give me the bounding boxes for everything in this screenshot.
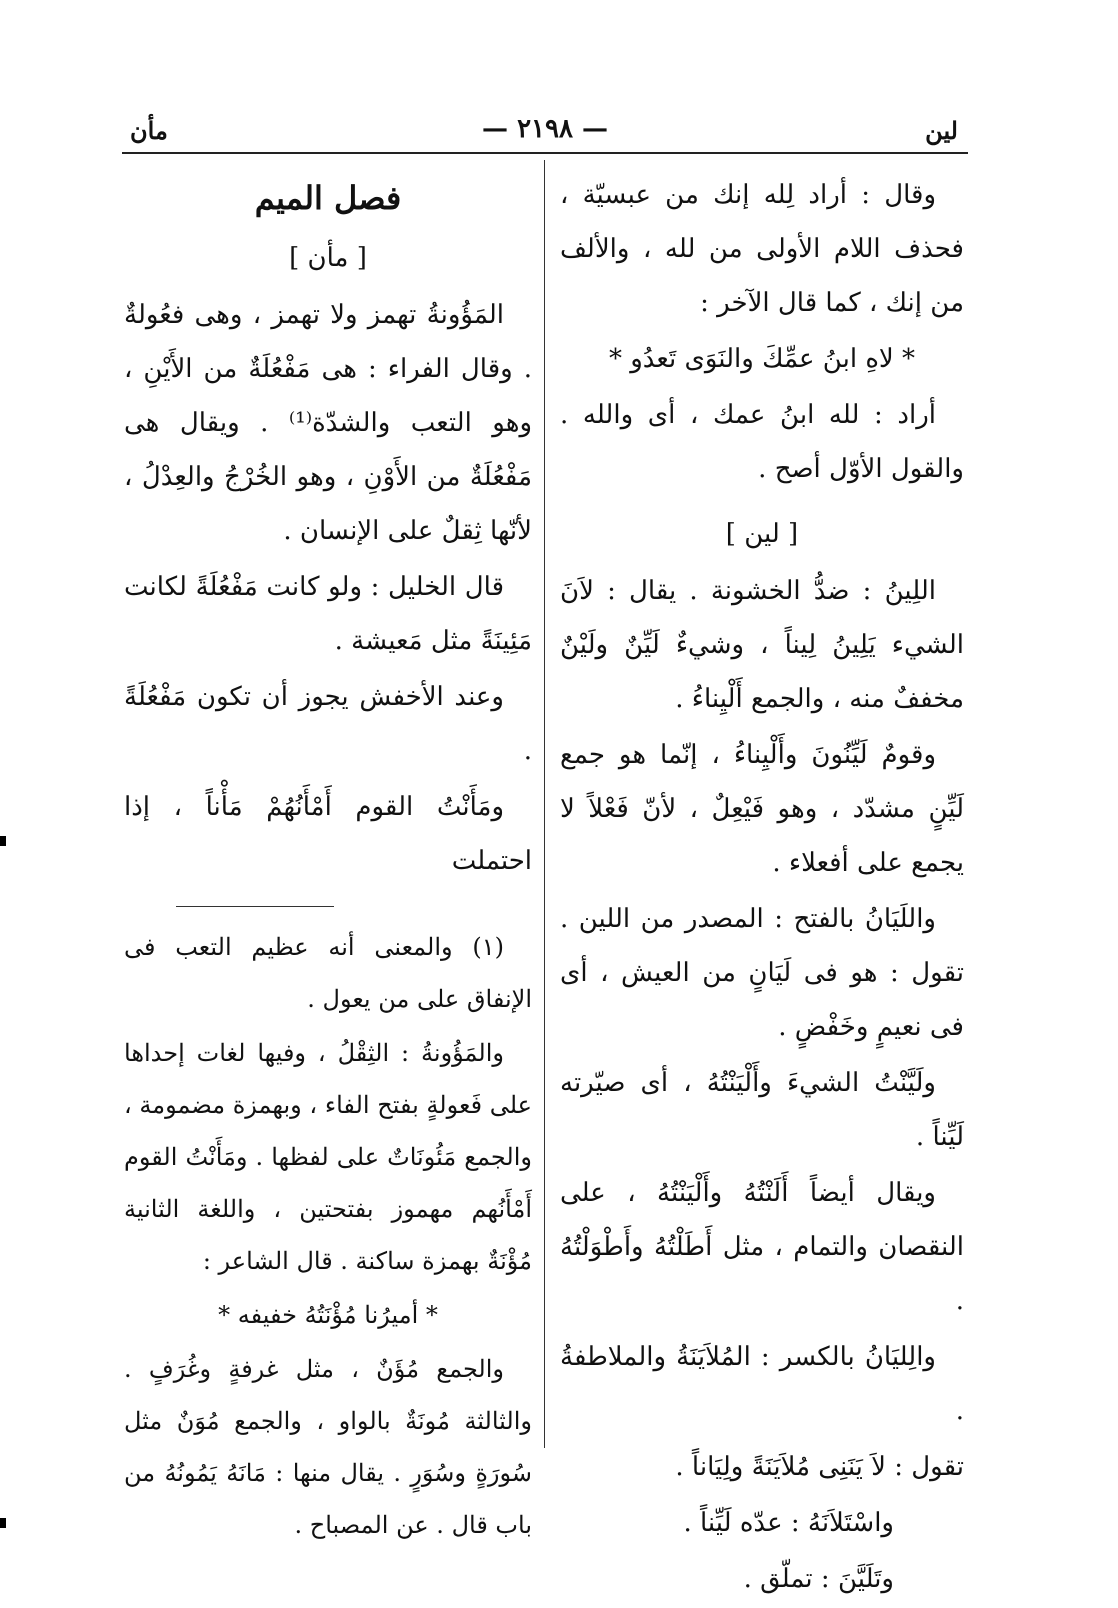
header-right-keyword: لين: [925, 116, 958, 145]
header-rule: [122, 152, 968, 154]
footnote-paragraph: والجمع مُؤَنٌ ، مثل غرفةٍ وغُرَفٍ . والثالثة مُونَةٌ بالواو ، والجمع مُوَنٌ مثل سُورَةٍ وسُوَرٍ . يقال منها : مَانَهُ يَمُونُهُ من باب قال . عن المصباح .: [124, 1355, 532, 1539]
column-divider: [544, 160, 545, 1448]
paragraph: وعند الأخفش يجوز أن تكون مَفْعُلَةً .: [124, 682, 532, 766]
section-title: فصل الميم: [254, 179, 402, 217]
margin-mark: [0, 1518, 6, 1528]
footnote-rule: [176, 906, 334, 907]
entry-heading-lin: [ لين ]: [725, 519, 799, 549]
paragraph: واسْتَلاَنَهُ : عدّه لَيِّناً .: [683, 1508, 894, 1538]
paragraph: ومَأَنْتُ القوم أَمْأَنُهُمْ مَأْناً ، إذا احتملت: [124, 792, 532, 876]
paragraph: واللَيَانُ بالفتح : المصدر من اللين . تقول : هو فى لَيَانٍ من العيش ، أى فى نعيمٍ وخَفْضٍ .: [560, 904, 964, 1042]
verse-line: * لاهِ ابنُ عمِّكَ والنَوَى تَعدُو *: [608, 344, 916, 374]
paragraph: تقول : لاَ يَنَنِى مُلاَيَنَةً ولِيَاناً .: [675, 1452, 964, 1482]
paragraph: قال الخليل : ولو كانت مَفْعُلَةً لكانت مَئِينَةً مثل مَعيشة .: [124, 572, 532, 656]
footnotes: [124, 921, 532, 1551]
paragraph: وتَلَيَّنَ : تملّق .: [743, 1564, 894, 1594]
paragraph: اللِينُ : ضدُّ الخشونة . يقال : لاَنَ الشيء يَلِينُ لِيناً ، وشيءٌ لَيِّنٌ ولَيْنٌ مخففٌ منه ، والجمع أَلْيِناءُ .: [560, 576, 964, 714]
footnote-rule-wrap: [124, 890, 532, 921]
margin-mark: [0, 836, 6, 846]
paragraph: ويقال أيضاً أَلَنْتُهُ وأَلْيَنْتُهُ ، على النقصان والتمام ، مثل أَطَلْتُهُ وأَطْوَلْتُهُ .: [560, 1178, 964, 1316]
left-column: [124, 168, 532, 1553]
paragraph: وقال : أراد لِله إنك من عبسيّة ، فحذف اللام الأولى من لله ، والألف من إنك ، كما قال الآخر :: [560, 180, 964, 318]
paragraph: أراد : لله ابنُ عمك ، أى والله . والقول الأوّل أصح .: [560, 400, 964, 484]
paragraph: المَؤُونةُ تهمز ولا تهمز ، وهى فعُولةٌ . وقال الفراء : هى مَفْعُلَةٌ من الأَيْنِ ، وهو التعب والشدّة⁽¹⁾ . ويقال هى مَفْعُلَةٌ من الأَوْنِ ، وهو الخُرْجُ والعِدْلُ ، لأنّها ثِقلٌ على الإنسان .: [124, 300, 532, 546]
footnote: (١) والمعنى أنه عظيم التعب فى الإنفاق على من يعول .: [124, 933, 532, 1013]
footnote-paragraph: والمَؤُونةُ : الثِقْلُ ، وفيها لغات إحداها على فَعولةٍ بفتح الفاء ، وبهمزة مضمومة ، والجمع مَئُونَاتٌ على لفظها . ومَأَنْتُ القوم أَمْأَنُهم مهموز بفتحتين ، واللغة الثانية مُؤْنَةٌ بهمزة ساكنة . قال الشاعر :: [124, 1039, 532, 1275]
verse-line: * أميرُنا مُؤْنَتُهُ خفيفه *: [218, 1301, 438, 1329]
right-column: [560, 168, 964, 1608]
header-left-keyword: مأن: [130, 116, 168, 145]
page-header: [122, 110, 968, 150]
entry-heading-maan: [ مأن ]: [289, 243, 367, 273]
paragraph: وقومٌ لَيِّنُونَ وأَلْيِناءُ ، إنّما هو جمع لَيِّنٍ مشدّد ، وهو فَيْعِلٌ ، لأنّ فَعْلاً لا يجمع على أفعلاء .: [560, 740, 964, 878]
paragraph: ولَيَّنْتُ الشيءَ وأَلْيَنْتُهُ ، أى صيّرته لَيِّناً .: [560, 1068, 964, 1152]
page-number: — ٢١٩٨ —: [482, 114, 608, 144]
paragraph: والِليَانُ بالكسر : المُلاَيَنَةُ والملاطفةُ .: [560, 1342, 964, 1426]
